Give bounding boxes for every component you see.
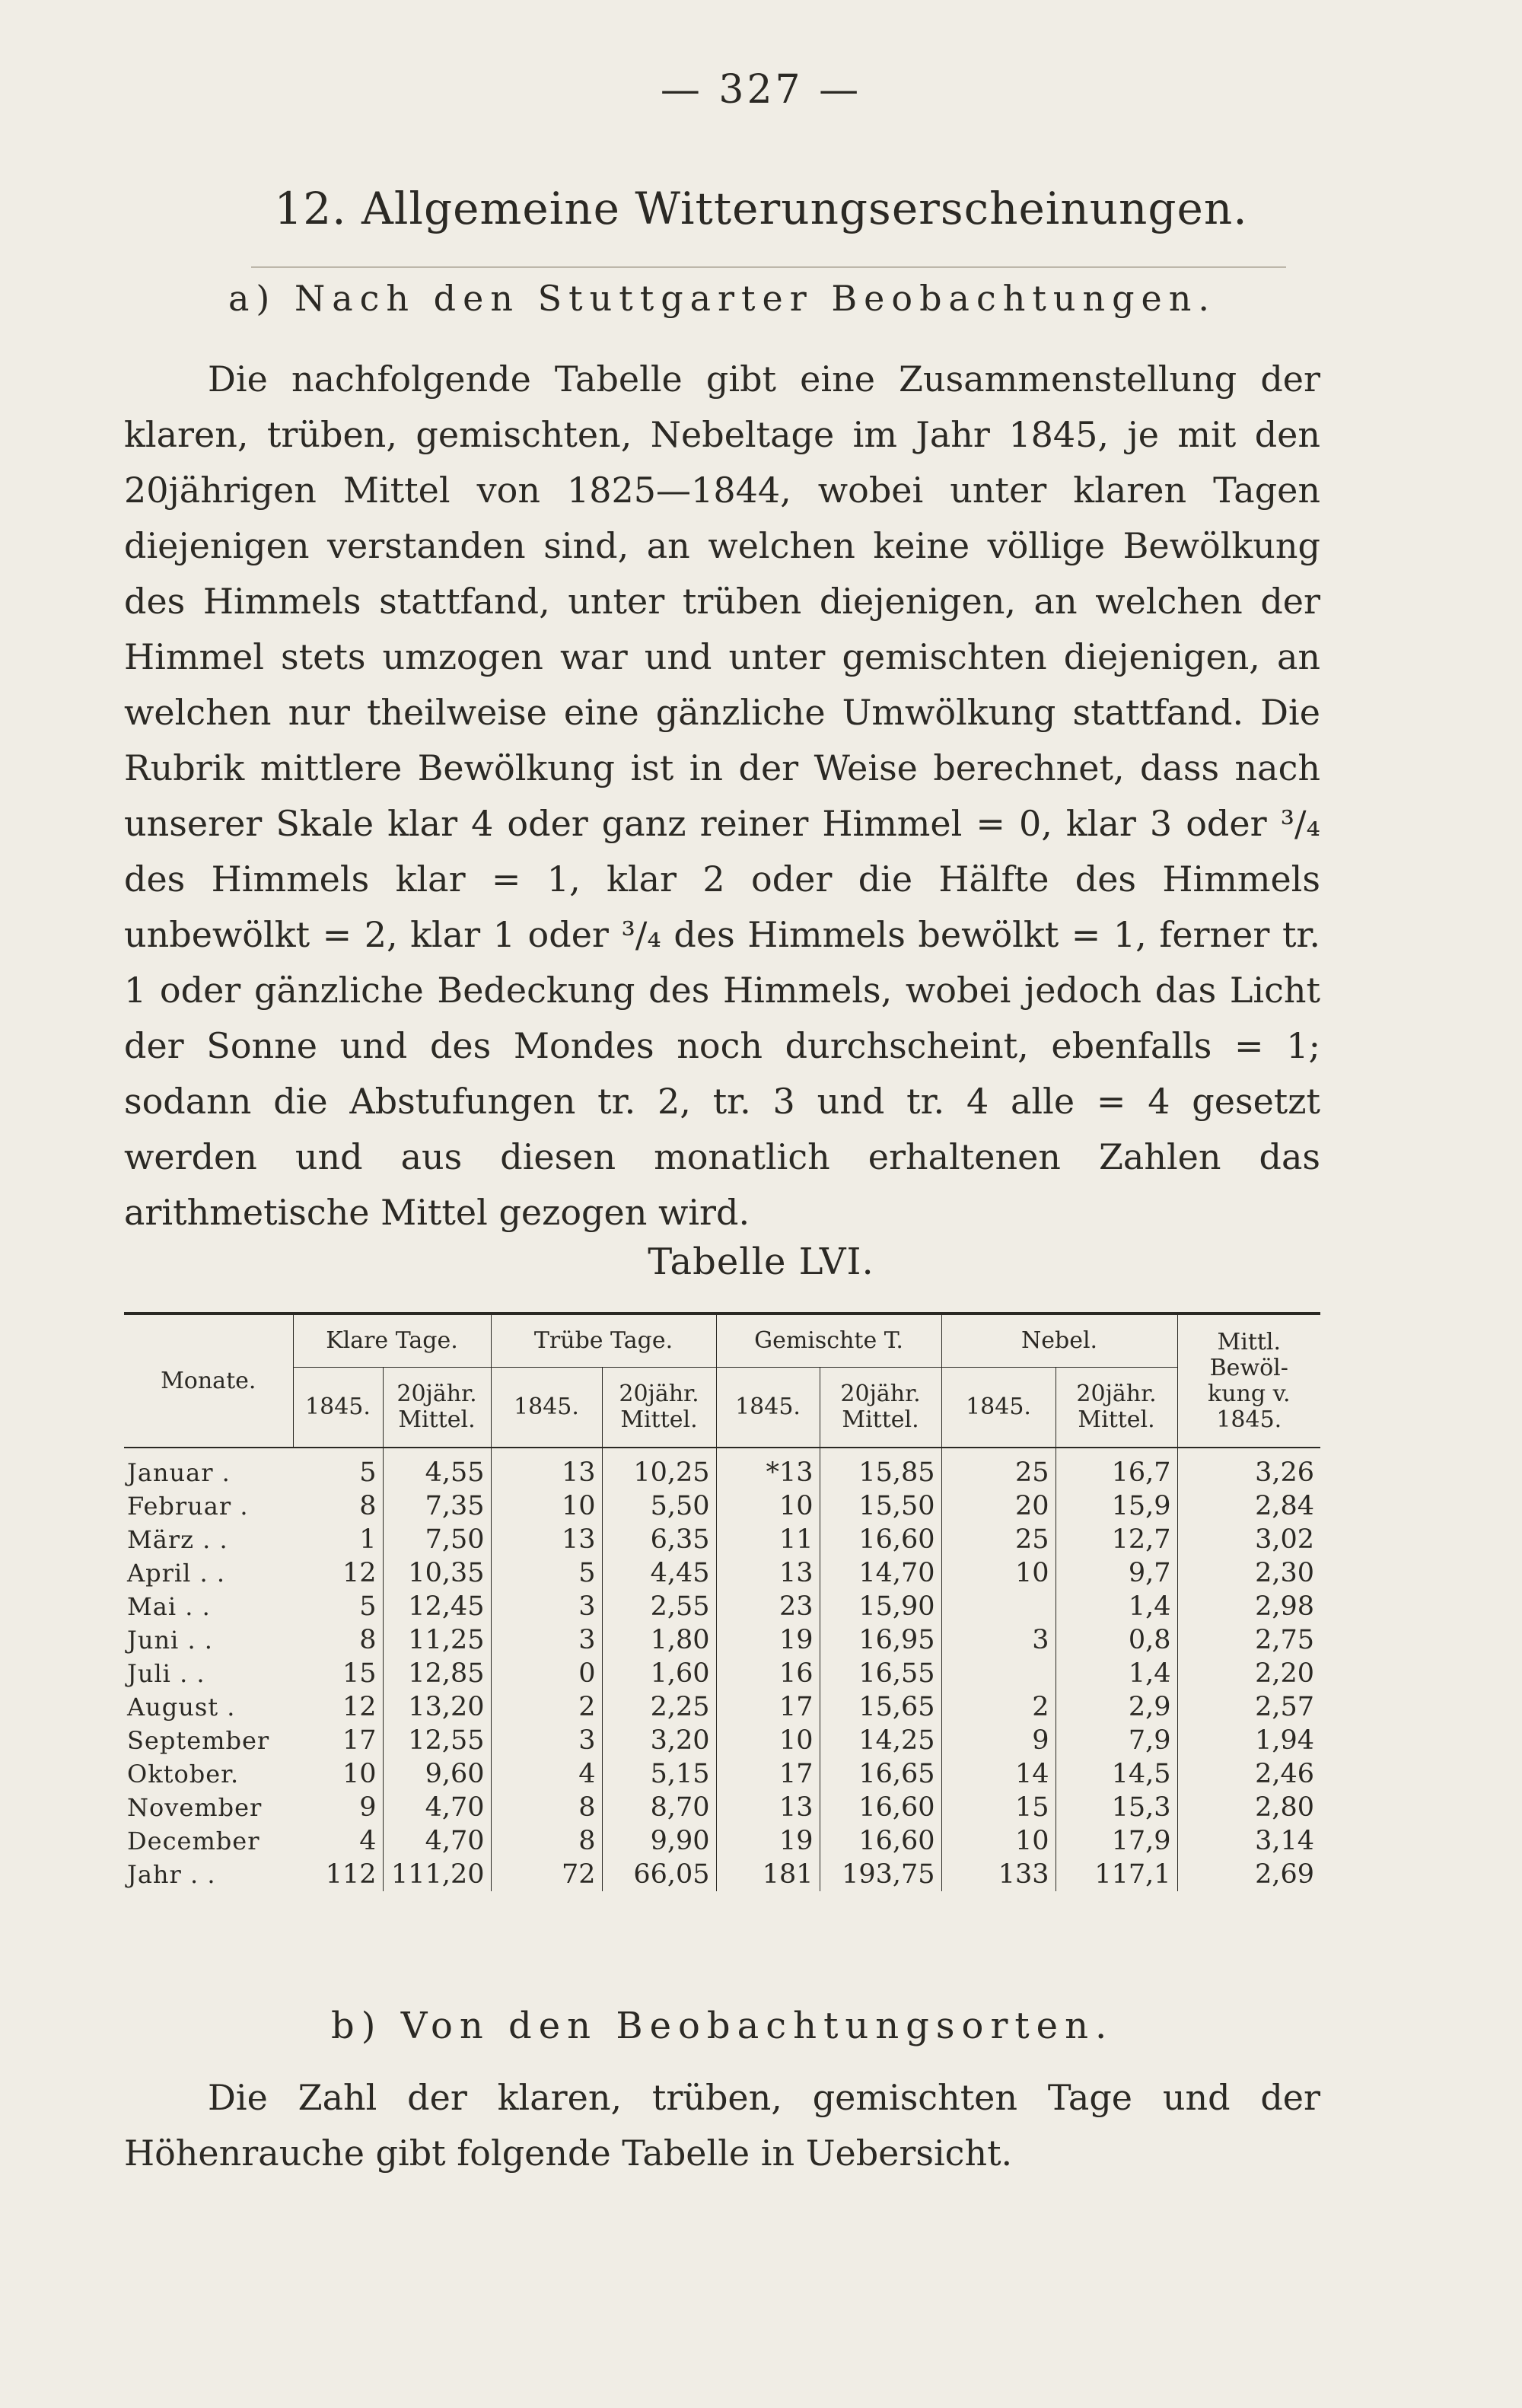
cell-k20: 12,85	[383, 1657, 491, 1690]
cell-g45: 16	[716, 1657, 820, 1690]
cell-t45: 3	[491, 1724, 602, 1757]
cell-k45: 5	[359, 1457, 377, 1488]
cell-t20: 5,15	[602, 1757, 716, 1791]
cell-g20: 15,85	[820, 1448, 941, 1489]
cell-t20: 2,25	[602, 1690, 716, 1724]
header-monate: Monate.	[124, 1314, 293, 1448]
cell-k45: 8	[359, 1491, 377, 1521]
cell-mb: 2,20	[1177, 1657, 1320, 1690]
cell-g20: 15,90	[820, 1590, 941, 1623]
cell-k45: 4	[359, 1826, 377, 1856]
cell-k45: 12	[342, 1692, 377, 1722]
page-number: — 327 —	[660, 67, 862, 113]
cell-t20: 2,55	[602, 1590, 716, 1623]
cell-n45: 25	[941, 1448, 1056, 1489]
cell-mb: 2,46	[1177, 1757, 1320, 1791]
cell-t20: 6,35	[602, 1523, 716, 1556]
table-row	[124, 1523, 1320, 1556]
cell-n45: 15	[941, 1791, 1056, 1824]
cell-month: Juli . .	[127, 1659, 205, 1688]
weather-table	[124, 1312, 1320, 1891]
cell-k20: 111,20	[383, 1858, 491, 1891]
cell-month: September	[127, 1726, 270, 1755]
cell-g20: 15,50	[820, 1489, 941, 1523]
header-klare-tage: Klare Tage.	[293, 1314, 491, 1368]
cell-month: Jahr . .	[127, 1860, 216, 1889]
header-year: 1845.	[941, 1368, 1056, 1448]
cell-month: Oktober.	[127, 1760, 240, 1788]
cell-t45: 8	[491, 1824, 602, 1858]
cell-t45: 2	[491, 1690, 602, 1724]
cell-g20: 16,60	[820, 1523, 941, 1556]
cell-g20: 15,65	[820, 1690, 941, 1724]
cell-k20: 12,55	[383, 1724, 491, 1757]
cell-k20: 11,25	[383, 1623, 491, 1657]
cell-k45: 17	[342, 1725, 377, 1756]
cell-t20: 8,70	[602, 1791, 716, 1824]
cell-n45: 10	[941, 1824, 1056, 1858]
cell-n45: 2	[941, 1690, 1056, 1724]
cell-g45: 10	[716, 1489, 820, 1523]
cell-g20: 193,75	[820, 1858, 941, 1891]
cell-g45: 10	[716, 1724, 820, 1757]
table-row	[124, 1448, 1320, 1489]
cell-k45: 5	[359, 1591, 377, 1622]
cell-g20: 16,55	[820, 1657, 941, 1690]
table-header-sub	[124, 1368, 1320, 1448]
cell-g20: 14,70	[820, 1556, 941, 1590]
table-row	[124, 1791, 1320, 1824]
cell-t45: 13	[491, 1523, 602, 1556]
cell-g20: 16,60	[820, 1824, 941, 1858]
cell-k20: 7,50	[383, 1523, 491, 1556]
cell-g20: 16,65	[820, 1757, 941, 1791]
divider	[251, 266, 1286, 268]
cell-g45: 11	[716, 1523, 820, 1556]
cell-month: Februar .	[127, 1492, 249, 1521]
closing-text: Die Zahl der klaren, trüben, gemischten Tage und der Höhenrauche gibt folgende Tabelle in Uebersicht.	[124, 2077, 1320, 2174]
cell-g45: 13	[716, 1791, 820, 1824]
closing-paragraph	[124, 2070, 1320, 2181]
cell-t20: 66,05	[602, 1858, 716, 1891]
cell-g45: 13	[716, 1556, 820, 1590]
table-row	[124, 1657, 1320, 1690]
cell-n20: 12,7	[1056, 1523, 1177, 1556]
cell-g45: 17	[716, 1690, 820, 1724]
cell-n20: 1,4	[1056, 1590, 1177, 1623]
cell-t45: 13	[491, 1448, 602, 1489]
cell-mb: 2,98	[1177, 1590, 1320, 1623]
cell-mb: 2,80	[1177, 1791, 1320, 1824]
header-year: 1845.	[716, 1368, 820, 1448]
cell-n45: 20	[941, 1489, 1056, 1523]
cell-n20: 0,8	[1056, 1623, 1177, 1657]
table-row	[124, 1623, 1320, 1657]
cell-g20: 16,95	[820, 1623, 941, 1657]
cell-n20: 14,5	[1056, 1757, 1177, 1791]
header-mittel: 20jähr. Mittel.	[820, 1368, 941, 1448]
cell-t20: 1,60	[602, 1657, 716, 1690]
cell-n45	[941, 1657, 1056, 1690]
cell-t45: 72	[491, 1858, 602, 1891]
cell-mb: 2,30	[1177, 1556, 1320, 1590]
cell-n45: 25	[941, 1523, 1056, 1556]
cell-k20: 7,35	[383, 1489, 491, 1523]
cell-k45: 9	[359, 1792, 377, 1823]
header-mittlere-bewoelkung: Mittl. Bewöl- kung v. 1845.	[1177, 1314, 1320, 1448]
cell-n20: 2,9	[1056, 1690, 1177, 1724]
cell-g45: 23	[716, 1590, 820, 1623]
cell-mb: 3,14	[1177, 1824, 1320, 1858]
table-row	[124, 1824, 1320, 1858]
cell-k20: 13,20	[383, 1690, 491, 1724]
cell-n20: 15,3	[1056, 1791, 1177, 1824]
table-header-groups	[124, 1314, 1320, 1368]
cell-mb: 2,75	[1177, 1623, 1320, 1657]
cell-g45: *13	[716, 1448, 820, 1489]
cell-t45: 3	[491, 1623, 602, 1657]
header-gemischte-tage: Gemischte T.	[716, 1314, 941, 1368]
cell-month: Mai . .	[127, 1592, 211, 1621]
table-row	[124, 1690, 1320, 1724]
cell-n20: 17,9	[1056, 1824, 1177, 1858]
subsection-a-heading: a) Nach den Stuttgarter Beobachtungen.	[228, 278, 1217, 319]
cell-n20: 7,9	[1056, 1724, 1177, 1757]
cell-n45: 14	[941, 1757, 1056, 1791]
cell-t45: 5	[491, 1556, 602, 1590]
cell-month: April . .	[127, 1559, 226, 1588]
cell-g45: 17	[716, 1757, 820, 1791]
cell-k45: 112	[325, 1859, 377, 1890]
table-row	[124, 1757, 1320, 1791]
cell-g20: 16,60	[820, 1791, 941, 1824]
header-year: 1845.	[491, 1368, 602, 1448]
cell-t45: 0	[491, 1657, 602, 1690]
cell-t45: 4	[491, 1757, 602, 1791]
cell-month: August .	[127, 1693, 236, 1722]
cell-t45: 8	[491, 1791, 602, 1824]
header-year: 1845.	[293, 1368, 383, 1448]
cell-n20: 9,7	[1056, 1556, 1177, 1590]
cell-t20: 9,90	[602, 1824, 716, 1858]
cell-mb: 2,57	[1177, 1690, 1320, 1724]
table-row	[124, 1858, 1320, 1891]
header-mittel: 20jähr. Mittel.	[383, 1368, 491, 1448]
cell-k20: 12,45	[383, 1590, 491, 1623]
cell-n45	[941, 1590, 1056, 1623]
cell-k45: 8	[359, 1625, 377, 1655]
header-mittel: 20jähr. Mittel.	[602, 1368, 716, 1448]
cell-k45: 12	[342, 1558, 377, 1588]
cell-month: März . .	[127, 1525, 228, 1554]
cell-n20: 1,4	[1056, 1657, 1177, 1690]
table-row	[124, 1556, 1320, 1590]
cell-mb: 3,26	[1177, 1448, 1320, 1489]
cell-g45: 19	[716, 1623, 820, 1657]
cell-k20: 9,60	[383, 1757, 491, 1791]
cell-t20: 4,45	[602, 1556, 716, 1590]
table-row	[124, 1724, 1320, 1757]
cell-t20: 3,20	[602, 1724, 716, 1757]
cell-mb: 3,02	[1177, 1523, 1320, 1556]
header-truebe-tage: Trübe Tage.	[491, 1314, 716, 1368]
cell-t45: 3	[491, 1590, 602, 1623]
cell-mb: 2,84	[1177, 1489, 1320, 1523]
cell-t20: 1,80	[602, 1623, 716, 1657]
cell-t20: 10,25	[602, 1448, 716, 1489]
cell-mb: 1,94	[1177, 1724, 1320, 1757]
cell-g45: 19	[716, 1824, 820, 1858]
cell-n45: 133	[941, 1858, 1056, 1891]
cell-k20: 4,70	[383, 1791, 491, 1824]
cell-k20: 4,55	[383, 1448, 491, 1489]
intro-text: Die nachfolgende Tabelle gibt eine Zusammenstellung der klaren, trüben, gemischten, Nebeltage im Jahr 1845, je mit den 20jährigen Mittel von 1825—1844, wobei unter klaren Tagen diejenigen verstanden sind, an welchen keine völlige Bewölkung des Himmels stattfand, unter trüben diejenigen, an welchen der Himmel stets umzogen war und unter gemischten diejenigen, an welchen nur theilweise eine gänzliche Umwölkung stattfand. Die Rubrik mittlere Bewölkung ist in der Weise berechnet, dass nach unserer Skale klar 4 oder ganz reiner Himmel = 0, klar 3 oder ³/₄ des Himmels klar = 1, klar 2 oder die Hälfte des Himmels unbewölkt = 2, klar 1 oder ³/₄ des Himmels bewölkt = 1, ferner tr. 1 oder gänzliche Bedeckung des Himmels, wobei jedoch das Licht der Sonne und des Mondes noch durchscheint, ebenfalls = 1; sodann die Abstufungen tr. 2, tr. 3 und tr. 4 alle = 4 gesetzt werden und aus diesen monatlich erhaltenen Zahlen das arithmetische Mittel gezogen wird.	[124, 358, 1320, 1233]
cell-n45: 9	[941, 1724, 1056, 1757]
cell-g45: 181	[716, 1858, 820, 1891]
cell-n45: 10	[941, 1556, 1056, 1590]
cell-t45: 10	[491, 1489, 602, 1523]
table-title: Tabelle LVI.	[648, 1241, 874, 1283]
header-mittel: 20jähr. Mittel.	[1056, 1368, 1177, 1448]
cell-n20: 15,9	[1056, 1489, 1177, 1523]
cell-n20: 16,7	[1056, 1448, 1177, 1489]
table-row	[124, 1489, 1320, 1523]
cell-month: Januar .	[127, 1458, 231, 1487]
cell-mb: 2,69	[1177, 1858, 1320, 1891]
section-heading: 12. Allgemeine Witterungserscheinungen.	[274, 183, 1248, 234]
intro-paragraph	[124, 352, 1320, 1241]
table-body	[124, 1448, 1320, 1891]
cell-g20: 14,25	[820, 1724, 941, 1757]
cell-k45: 15	[342, 1658, 377, 1689]
header-nebel: Nebel.	[941, 1314, 1177, 1368]
cell-month: November	[127, 1793, 263, 1822]
cell-t20: 5,50	[602, 1489, 716, 1523]
cell-month: Juni . .	[127, 1626, 213, 1655]
cell-k45: 1	[359, 1524, 377, 1555]
table-row	[124, 1590, 1320, 1623]
subsection-b-heading: b) Von den Beobachtungsorten.	[331, 2005, 1114, 2047]
cell-month: December	[127, 1827, 260, 1855]
cell-k45: 10	[342, 1759, 377, 1789]
cell-k20: 10,35	[383, 1556, 491, 1590]
cell-k20: 4,70	[383, 1824, 491, 1858]
cell-n45: 3	[941, 1623, 1056, 1657]
cell-n20: 117,1	[1056, 1858, 1177, 1891]
